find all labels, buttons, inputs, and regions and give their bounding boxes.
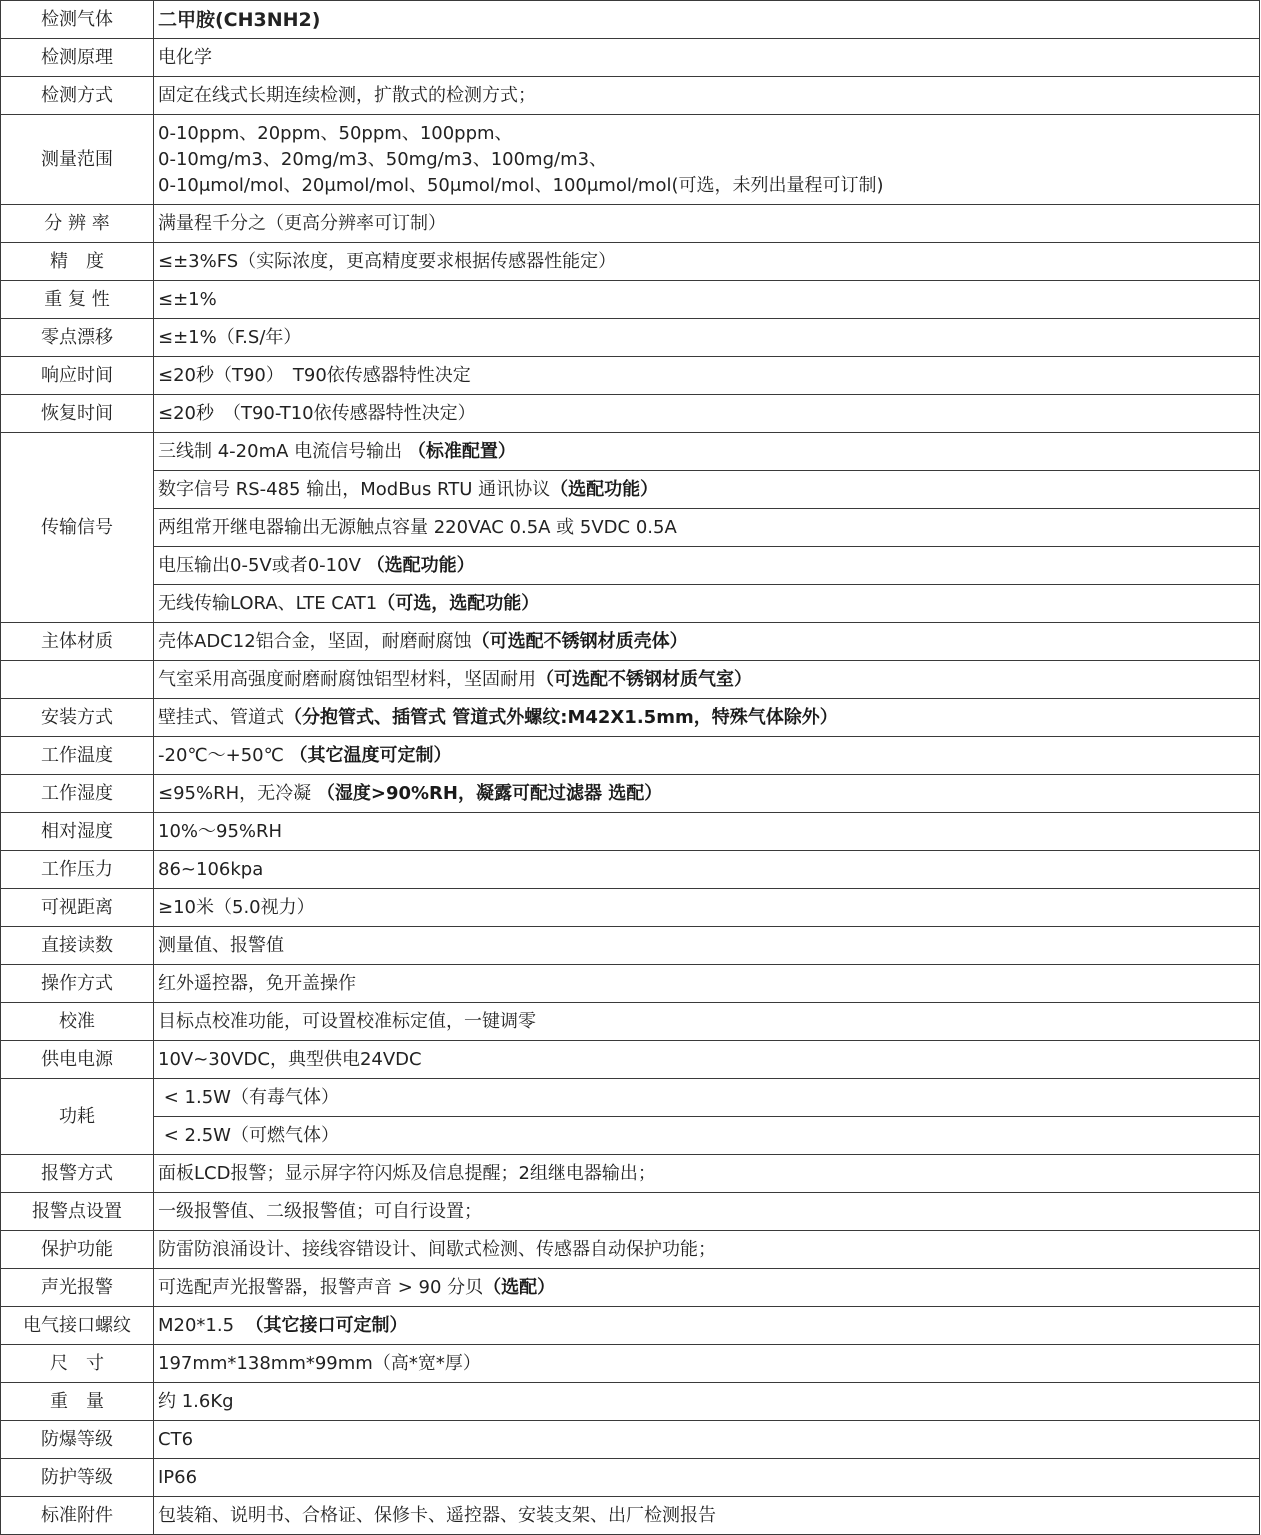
value-note: （其它温度可定制） [289,744,452,766]
table-row [1,1231,1260,1269]
table-row [1,927,1260,965]
row-value: 满量程千分之（更高分辨率可订制） [154,205,1260,243]
row-label: 直接读数 [1,927,154,965]
row-label: 电气接口螺纹 [1,1307,154,1345]
row-label: 分 辨 率 [1,205,154,243]
table-row [1,851,1260,889]
table-row [1,1497,1260,1535]
table-row [1,1193,1260,1231]
row-value-range [154,115,1260,205]
signal-text: 数字信号 RS-485 输出，ModBus RTU 通讯协议 [158,478,551,500]
table-row [1,1383,1260,1421]
row-label: 工作温度 [1,737,154,775]
signal-note: （选配功能） [550,478,659,500]
row-label: 主体材质 [1,623,154,661]
table-row [1,547,1260,585]
table-row [1,357,1260,395]
row-label-power: 功耗 [1,1079,154,1155]
signal-item [154,433,1260,471]
row-value [154,623,1260,661]
row-label: 操作方式 [1,965,154,1003]
value-note: （选配） [483,1276,556,1298]
table-row [1,1003,1260,1041]
row-value: ≤20秒（T90） T90依传感器特性决定 [154,357,1260,395]
table-row [1,433,1260,471]
table-row [1,965,1260,1003]
row-label: 恢复时间 [1,395,154,433]
row-value: 面板LCD报警；显示屏字符闪烁及信息提醒；2组继电器输出； [154,1155,1260,1193]
table-row [1,775,1260,813]
range-line: 0-10ppm、20ppm、50ppm、100ppm、 [158,122,513,144]
range-line: 0-10μmol/mol、20μmol/mol、50μmol/mol、100μmol/mol(可选，未列出量程可订制) [158,174,884,196]
signal-text: 三线制 4-20mA 电流信号输出 [158,440,408,462]
row-label: 防护等级 [1,1459,154,1497]
value-note: （分抱管式、插管式 管道式外螺纹:M42X1.5mm，特殊气体除外） [284,706,838,728]
table-row [1,281,1260,319]
row-label: 重 量 [1,1383,154,1421]
row-label: 声光报警 [1,1269,154,1307]
table-row [1,623,1260,661]
table-row [1,395,1260,433]
row-label: 可视距离 [1,889,154,927]
row-label: 检测原理 [1,39,154,77]
row-label: 响应时间 [1,357,154,395]
signal-text: 电压输出0-5V或者0-10V [158,554,367,576]
table-row [1,39,1260,77]
table-row [1,509,1260,547]
table-row [1,1079,1260,1117]
row-value [154,661,1260,699]
signal-item [154,585,1260,623]
row-value [154,775,1260,813]
row-value: 一级报警值、二级报警值；可自行设置； [154,1193,1260,1231]
row-value [154,737,1260,775]
row-value: 86~106kpa [154,851,1260,889]
table-row [1,1117,1260,1155]
row-label: 检测方式 [1,77,154,115]
signal-note: （可选，选配功能） [377,592,540,614]
row-label: 尺 寸 [1,1345,154,1383]
table-row [1,115,1260,205]
row-value: 约 1.6Kg [154,1383,1260,1421]
table-row [1,1345,1260,1383]
value-text: 可选配声光报警器，报警声音 > 90 分贝 [158,1276,484,1298]
row-value: ≤±1%（F.S/年） [154,319,1260,357]
row-label: 工作湿度 [1,775,154,813]
row-value: 测量值、报警值 [154,927,1260,965]
row-label: 精 度 [1,243,154,281]
table-row [1,585,1260,623]
value-text: 气室采用高强度耐磨耐腐蚀铝型材料，坚固耐用 [158,668,536,690]
row-value [154,1307,1260,1345]
power-item: < 1.5W（有毒气体） [154,1079,1260,1117]
table-row [1,319,1260,357]
row-label: 保护功能 [1,1231,154,1269]
row-label: 防爆等级 [1,1421,154,1459]
row-value: ≥10米（5.0视力） [154,889,1260,927]
row-value: 10V~30VDC，典型供电24VDC [154,1041,1260,1079]
value-note: （其它接口可定制） [245,1314,408,1336]
signal-note: （选配功能） [366,554,475,576]
table-row [1,1421,1260,1459]
value-note: （可选配不锈钢材质气室） [536,668,752,690]
row-label-empty [1,661,154,699]
table-row [1,205,1260,243]
signal-note: （标准配置） [407,440,516,462]
power-item: < 2.5W（可燃气体） [154,1117,1260,1155]
table-row [1,471,1260,509]
row-label: 校准 [1,1003,154,1041]
table-row [1,661,1260,699]
row-value: 红外遥控器，免开盖操作 [154,965,1260,1003]
row-value: 包装箱、说明书、合格证、保修卡、遥控器、安装支架、出厂检测报告 [154,1497,1260,1535]
row-label: 供电电源 [1,1041,154,1079]
row-value-gas: 二甲胺(CH3NH2) [154,1,1260,39]
table-row [1,1269,1260,1307]
table-row [1,1459,1260,1497]
row-value: IP66 [154,1459,1260,1497]
row-value: 目标点校准功能，可设置校准标定值，一键调零 [154,1003,1260,1041]
row-value: 固定在线式长期连续检测，扩散式的检测方式； [154,77,1260,115]
value-text: 壁挂式、管道式 [158,706,284,728]
row-label: 报警方式 [1,1155,154,1193]
row-label: 工作压力 [1,851,154,889]
row-value: 10%～95%RH [154,813,1260,851]
row-label: 安装方式 [1,699,154,737]
row-value: 197mm*138mm*99mm（高*宽*厚） [154,1345,1260,1383]
table-row [1,1041,1260,1079]
table-row [1,737,1260,775]
table-row [1,77,1260,115]
row-label: 重 复 性 [1,281,154,319]
row-value: 防雷防浪涌设计、接线容错设计、间歇式检测、传感器自动保护功能； [154,1231,1260,1269]
signal-text: 两组常开继电器输出无源触点容量 220VAC 0.5A 或 5VDC 0.5A [158,516,677,538]
table-row [1,699,1260,737]
signal-item [154,509,1260,547]
row-label: 报警点设置 [1,1193,154,1231]
signal-item [154,547,1260,585]
value-text: M20*1.5 [158,1314,246,1336]
table-row [1,813,1260,851]
table-row [1,243,1260,281]
signal-text: 无线传输LORA、LTE CAT1 [158,592,378,614]
row-value: ≤±3%FS（实际浓度，更高精度要求根据传感器性能定） [154,243,1260,281]
value-text: ≤95%RH，无冷凝 [158,782,317,804]
table-row [1,889,1260,927]
row-value: CT6 [154,1421,1260,1459]
signal-item [154,471,1260,509]
row-label-range: 测量范围 [1,115,154,205]
value-text: 壳体ADC12铝合金，坚固，耐磨耐腐蚀 [158,630,472,652]
table-row [1,1,1260,39]
row-label: 标准附件 [1,1497,154,1535]
row-value [154,699,1260,737]
range-line: 0-10mg/m3、20mg/m3、50mg/m3、100mg/m3、 [158,148,608,170]
row-value [154,1269,1260,1307]
row-value: ≤±1% [154,281,1260,319]
value-note: （湿度>90%RH，凝露可配过滤器 选配） [316,782,663,804]
row-label: 相对湿度 [1,813,154,851]
value-note: （可选配不锈钢材质壳体） [471,630,688,652]
table-row [1,1307,1260,1345]
row-label-gas: 检测气体 [1,1,154,39]
value-text: -20℃～+50℃ [158,744,290,766]
table-row [1,1155,1260,1193]
row-label: 零点漂移 [1,319,154,357]
row-value: ≤20秒 （T90-T10依传感器特性决定） [154,395,1260,433]
row-label-signal: 传输信号 [1,433,154,623]
row-value: 电化学 [154,39,1260,77]
